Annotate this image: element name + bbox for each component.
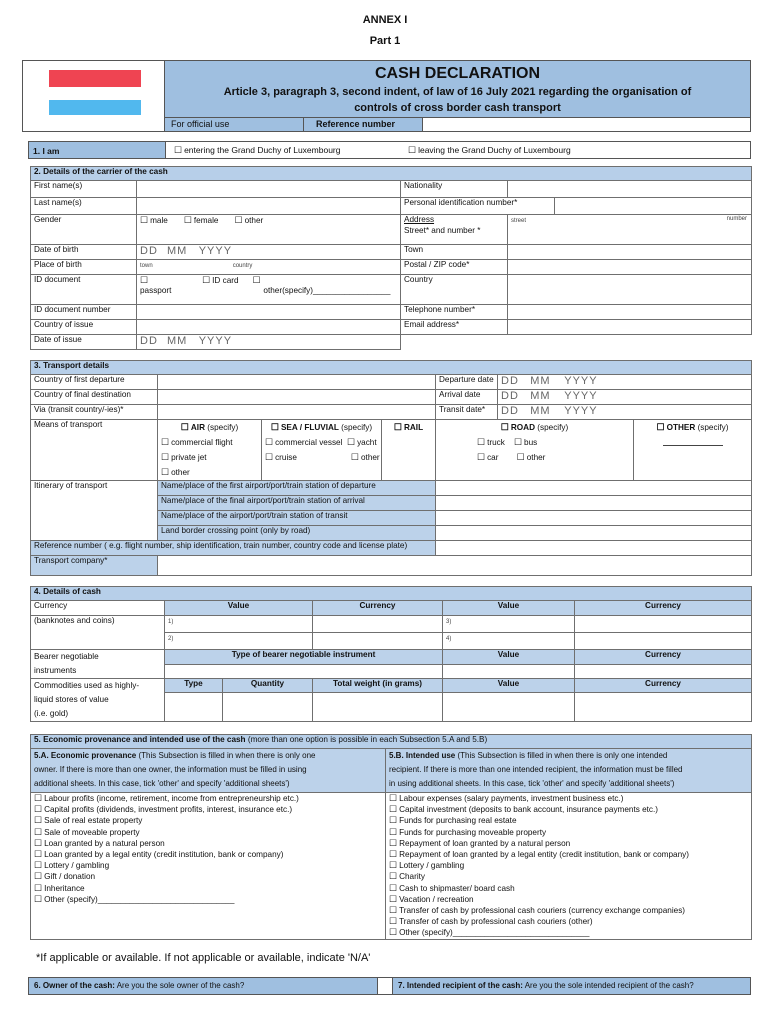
date-issue-label: Date of issue — [31, 335, 137, 350]
itinerary-first-field[interactable] — [436, 481, 752, 496]
country-label: Country — [401, 275, 508, 305]
issue-yyyy: YYYY — [198, 335, 233, 347]
provenance-item[interactable]: ☐ Other (specify)______________________________ — [34, 894, 382, 905]
itinerary-transit: Name/place of the airport/port/train station of transit — [158, 511, 436, 526]
cash-value-3[interactable] — [443, 616, 575, 633]
provenance-item[interactable]: ☐ Sale of moveable property — [34, 827, 382, 838]
rail-option — [382, 420, 436, 481]
first-departure-label: Country of first departure — [31, 375, 158, 390]
first-name-field[interactable] — [137, 181, 401, 198]
reference-field[interactable] — [436, 541, 752, 556]
provenance-item[interactable]: ☐ Labour profits (income, retirement, income from entrepreneurship etc.) — [34, 793, 382, 804]
itinerary-land: Land border crossing point (only by road) — [158, 526, 436, 541]
s5-title-rest: (more than one option is possible in each Subsection 5.A and 5.B) — [245, 735, 488, 744]
n1: 1) — [168, 619, 174, 625]
bni-label — [31, 650, 165, 679]
entering-checkbox[interactable]: ☐ entering the Grand Duchy of Luxembourg — [174, 145, 340, 156]
first-name-label: First name(s) — [31, 181, 137, 198]
blank-cell — [401, 335, 752, 350]
car-checkbox[interactable]: ☐ car — [477, 453, 498, 462]
bni-value-field[interactable] — [443, 664, 575, 679]
passport-label: passport — [140, 286, 172, 295]
pob-town-hint: town — [140, 263, 153, 269]
street-hint: street — [511, 218, 527, 224]
intended-use-item[interactable]: ☐ Cash to shipmaster/ board cash — [389, 883, 748, 894]
date-issue-field[interactable] — [137, 335, 401, 350]
last-name-field[interactable] — [137, 198, 401, 215]
id-doc-number-label: ID document number — [31, 305, 137, 320]
s6-rest: Are you the sole owner of the cash? — [114, 981, 245, 990]
n2: 2) — [168, 636, 174, 642]
com-value-field[interactable] — [443, 693, 575, 722]
intended-use-item[interactable]: ☐ Lottery / gambling — [389, 860, 748, 871]
currency-header-2: Currency — [575, 601, 752, 616]
itinerary-land-field[interactable] — [436, 526, 752, 541]
sea-spec: (specify) — [341, 423, 373, 432]
dob-dd: DD — [140, 245, 158, 257]
pid-label: Personal identification number* — [401, 198, 555, 215]
official-use-label: For official use — [164, 117, 304, 132]
s2-title: 2. Details of the carrier of the cash — [31, 167, 752, 181]
com-currency-header: Currency — [575, 679, 752, 693]
sea-other-checkbox[interactable]: ☐ other — [351, 453, 380, 462]
com-1: Commodities used as highly- — [34, 681, 140, 690]
issue-mm: MM — [167, 335, 188, 347]
transport-table — [30, 360, 752, 576]
tr-mm: MM — [530, 405, 551, 417]
s5-title — [31, 735, 752, 749]
provenance-item[interactable]: ☐ Sale of real estate property — [34, 815, 382, 826]
truck-checkbox[interactable]: ☐ truck — [477, 438, 505, 447]
arrival-date-label: Arrival date — [436, 390, 498, 405]
transit-date-field[interactable] — [498, 405, 752, 420]
departure-date-field[interactable] — [498, 375, 752, 390]
town-label: Town — [401, 245, 508, 260]
footnote: *If applicable or available. If not applicable or available, indicate 'N/A' — [36, 952, 371, 964]
flag-blue-stripe — [49, 100, 141, 115]
id-doc-label: ID document — [31, 275, 137, 305]
s1-options — [165, 141, 751, 159]
reference-number-label: Reference number — [303, 117, 423, 132]
intended-use-item[interactable]: ☐ Other (specify)______________________________ — [389, 927, 748, 938]
dob-field[interactable] — [137, 245, 401, 260]
dep-dd: DD — [501, 375, 519, 387]
intended-use-item[interactable]: ☐ Labour expenses (salary payments, investment business etc.) — [389, 793, 748, 804]
air-spec: (specify) — [207, 423, 239, 432]
provenance-list — [31, 793, 386, 940]
s5a-desc1: (This Subsection is filled in when there is only one — [136, 751, 316, 760]
dep-mm: MM — [530, 375, 551, 387]
cruise-checkbox[interactable]: ☐ cruise — [265, 453, 297, 462]
type-header: Type — [165, 679, 223, 693]
sea-checkbox[interactable]: ☐ SEA / FLUVIAL — [271, 423, 339, 432]
provenance-item[interactable]: ☐ Loan granted by a natural person — [34, 838, 382, 849]
banknotes-label: (banknotes and coins) — [31, 616, 165, 650]
cash-currency-1[interactable] — [313, 616, 443, 633]
s7-rest: Are you the sole intended recipient of the cash? — [522, 981, 694, 990]
cash-value-2[interactable] — [165, 633, 313, 650]
pob-country-hint: country — [232, 263, 253, 269]
address-title: Address — [404, 215, 435, 224]
female-checkbox[interactable]: ☐ female — [184, 216, 219, 225]
last-name-label: Last name(s) — [31, 198, 137, 215]
s6-bold: 6. Owner of the cash: — [34, 981, 115, 990]
subtitle-line-1: Article 3, paragraph 3, second indent, of law of 16 July 2021 regarding the organisation of — [223, 86, 692, 98]
nationality-label: Nationality — [401, 181, 508, 198]
email-label: Email address* — [401, 320, 508, 335]
n4: 4) — [446, 636, 452, 642]
provenance-item[interactable]: ☐ Gift / donation — [34, 871, 382, 882]
company-label: Transport company* — [31, 556, 158, 576]
provenance-item[interactable]: ☐ Lottery / gambling — [34, 860, 382, 871]
itinerary-final-field[interactable] — [436, 496, 752, 511]
other-doc-label: other(specify)_________________ — [263, 286, 391, 295]
flag-red-stripe — [49, 70, 141, 87]
reference-number-field[interactable] — [422, 117, 751, 132]
other-doc-checkbox[interactable] — [253, 276, 263, 285]
s5b-desc3: in using additional sheets. In this case, tick 'other' and specify 'additional sheets') — [389, 779, 675, 788]
cash-value-4[interactable] — [443, 633, 575, 650]
flag-box — [22, 60, 165, 132]
s5b-desc — [386, 749, 752, 793]
com-currency-field[interactable] — [575, 693, 752, 722]
email-field[interactable] — [508, 320, 752, 335]
arr-mm: MM — [530, 390, 551, 402]
provenance-table — [30, 734, 752, 940]
gender-options — [137, 215, 401, 245]
annex-title: ANNEX I — [362, 14, 408, 26]
pob-label: Place of birth — [31, 260, 137, 275]
currency-header-1: Currency — [313, 601, 443, 616]
air-checkbox[interactable]: ☐ AIR — [181, 423, 205, 432]
s6-answer-box[interactable] — [377, 977, 393, 995]
carrier-details-table — [30, 166, 752, 350]
com-3: (i.e. gold) — [34, 709, 69, 718]
s1-label: 1. I am — [28, 141, 166, 159]
value-header-2: Value — [443, 601, 575, 616]
commercial-vessel-checkbox[interactable]: ☐ commercial vessel — [265, 438, 342, 447]
transit-date-label: Transit date* — [436, 405, 498, 420]
postal-field[interactable] — [508, 260, 752, 275]
air-other-checkbox[interactable]: ☐ other — [161, 465, 258, 480]
com-2: liquid stores of value — [34, 695, 109, 704]
s4-title: 4. Details of cash — [31, 587, 752, 601]
id-doc-number-field[interactable] — [137, 305, 401, 320]
via-field[interactable] — [158, 405, 436, 420]
leaving-checkbox[interactable]: ☐ leaving the Grand Duchy of Luxembourg — [408, 145, 571, 156]
intended-use-item[interactable]: ☐ Repayment of loan granted by a natural person — [389, 838, 748, 849]
tr-yyyy: YYYY — [564, 405, 598, 417]
country-issue-label: Country of issue — [31, 320, 137, 335]
via-label: Via (transit country/-ies)* — [31, 405, 158, 420]
currency-label: Currency — [31, 601, 165, 616]
sea-options — [262, 420, 382, 481]
country-field[interactable] — [508, 275, 752, 305]
id-doc-options — [137, 275, 401, 305]
provenance-item[interactable]: ☐ Capital profits (dividends, investment profits, interest, insurance etc.) — [34, 804, 382, 815]
page-title: CASH DECLARATION — [374, 65, 541, 82]
intended-use-item[interactable]: ☐ Repayment of loan granted by a legal entity (credit institution, bank or company) — [389, 849, 748, 860]
other-mode-line[interactable] — [663, 445, 723, 446]
address-label — [401, 215, 508, 245]
s5a-title: 5.A. Economic provenance — [34, 751, 137, 760]
postal-label: Postal / ZIP code* — [401, 260, 508, 275]
bni-currency-field[interactable] — [575, 664, 752, 679]
bni-value-header: Value — [443, 650, 575, 665]
dep-yyyy: YYYY — [564, 375, 598, 387]
intended-use-item[interactable]: ☐ Transfer of cash by professional cash couriers (other) — [389, 916, 748, 927]
road-other-checkbox[interactable]: ☐ other — [517, 453, 546, 462]
quantity-header: Quantity — [223, 679, 313, 693]
intended-use-list — [386, 793, 752, 940]
bni-type-field[interactable] — [165, 664, 443, 679]
itinerary-label: Itinerary of transport — [31, 481, 158, 541]
other-mode-spec: (specify) — [697, 423, 729, 432]
cash-currency-2[interactable] — [313, 633, 443, 650]
provenance-item[interactable]: ☐ Inheritance — [34, 883, 382, 894]
telephone-field[interactable] — [508, 305, 752, 320]
com-quantity-field[interactable] — [223, 693, 313, 722]
itinerary-final: Name/place of the final airport/port/train station of arrival — [158, 496, 436, 511]
other-mode-options — [634, 420, 752, 481]
country-issue-field[interactable] — [137, 320, 401, 335]
dob-yyyy: YYYY — [198, 245, 233, 257]
value-header-1: Value — [165, 601, 313, 616]
first-departure-field[interactable] — [158, 375, 436, 390]
gender-label: Gender — [31, 215, 137, 245]
subtitle-line-2: controls of cross border cash transport — [354, 102, 561, 114]
cash-currency-3[interactable] — [575, 616, 752, 633]
s5a-desc2: owner. If there is more than one owner, the information must be filled in using — [34, 765, 307, 774]
weight-header: Total weight (in grams) — [313, 679, 443, 693]
commodities-label — [31, 679, 165, 722]
yacht-checkbox[interactable]: ☐ yacht — [347, 438, 377, 447]
final-destination-field[interactable] — [158, 390, 436, 405]
intended-use-item[interactable]: ☐ Vacation / recreation — [389, 894, 748, 905]
itinerary-transit-field[interactable] — [436, 511, 752, 526]
private-jet-checkbox[interactable]: ☐ private jet — [161, 450, 258, 465]
intended-use-item[interactable]: ☐ Funds for purchasing moveable property — [389, 827, 748, 838]
s7-question — [392, 977, 751, 995]
town-field[interactable] — [508, 245, 752, 260]
intended-use-item[interactable]: ☐ Transfer of cash by professional cash couriers (currency exchange companies) — [389, 905, 748, 916]
number-hint: number — [726, 216, 747, 222]
means-label: Means of transport — [31, 420, 158, 481]
male-checkbox[interactable]: ☐ male — [140, 216, 168, 225]
company-field[interactable] — [158, 556, 752, 576]
intended-use-item[interactable]: ☐ Funds for purchasing real estate — [389, 815, 748, 826]
pid-field[interactable] — [555, 198, 752, 215]
declaration-header — [164, 60, 751, 118]
road-checkbox[interactable]: ☐ ROAD — [501, 423, 535, 432]
final-destination-label: Country of final destination — [31, 390, 158, 405]
nationality-field[interactable] — [508, 181, 752, 198]
intended-use-item[interactable]: ☐ Capital investment (deposits to bank account, insurance payments etc.) — [389, 804, 748, 815]
bni-currency-header: Currency — [575, 650, 752, 665]
cash-currency-4[interactable] — [575, 633, 752, 650]
annex-part: Part 1 — [369, 35, 401, 47]
passport-checkbox[interactable] — [140, 276, 150, 285]
s5b-title: 5.B. Intended use — [389, 751, 456, 760]
com-type-field[interactable] — [165, 693, 223, 722]
other-gender-checkbox[interactable]: ☐ other — [234, 216, 263, 225]
cash-details-table — [30, 586, 752, 722]
bni-label-2: instruments — [34, 666, 77, 675]
street-number-label: Street* and number * — [404, 226, 481, 235]
s5a-desc — [31, 749, 386, 793]
arr-dd: DD — [501, 390, 519, 402]
s5a-desc3: additional sheets. In this case, tick 'other' and specify 'additional sheets') — [34, 779, 290, 788]
issue-dd: DD — [140, 335, 158, 347]
s3-title: 3. Transport details — [31, 361, 752, 375]
rail-checkbox[interactable]: ☐ RAIL — [394, 423, 423, 432]
road-options — [436, 420, 634, 481]
departure-date-label: Departure date — [436, 375, 498, 390]
street-field[interactable] — [508, 215, 752, 245]
cash-value-1[interactable] — [165, 616, 313, 633]
s5b-desc1: (This Subsection is filled in when there is only one intended — [455, 751, 668, 760]
bni-type-header: Type of bearer negotiable instrument — [165, 650, 443, 665]
s5-title-bold: 5. Economic provenance and intended use of the cash — [34, 735, 246, 744]
arr-yyyy: YYYY — [564, 390, 598, 402]
id-card-checkbox[interactable]: ☐ ID card — [202, 276, 238, 285]
bni-label-1: Bearer negotiable — [34, 652, 99, 661]
provenance-item[interactable]: ☐ Loan granted by a legal entity (credit institution, bank or company) — [34, 849, 382, 860]
tr-dd: DD — [501, 405, 519, 417]
telephone-label: Telephone number* — [401, 305, 508, 320]
intended-use-item[interactable]: ☐ Charity — [389, 871, 748, 882]
n3: 3) — [446, 619, 452, 625]
dob-label: Date of birth — [31, 245, 137, 260]
s6-question — [28, 977, 378, 995]
arrival-date-field[interactable] — [498, 390, 752, 405]
road-spec: (specify) — [537, 423, 569, 432]
s5b-desc2: recipient. If there is more than one intended recipient, the information must be filled — [389, 765, 683, 774]
reference-label: Reference number ( e.g. flight number, ship identification, train number, country code and license plate) — [31, 541, 436, 556]
air-options — [158, 420, 262, 481]
other-mode-checkbox[interactable]: ☐ OTHER — [657, 423, 696, 432]
commercial-flight-checkbox[interactable]: ☐ commercial flight — [161, 435, 258, 450]
itinerary-first: Name/place of the first airport/port/train station of departure — [158, 481, 436, 496]
com-weight-field[interactable] — [313, 693, 443, 722]
s7-bold: 7. Intended recipient of the cash: — [398, 981, 523, 990]
bus-checkbox[interactable]: ☐ bus — [514, 438, 537, 447]
pob-field[interactable] — [137, 260, 401, 275]
dob-mm: MM — [167, 245, 188, 257]
com-value-header: Value — [443, 679, 575, 693]
